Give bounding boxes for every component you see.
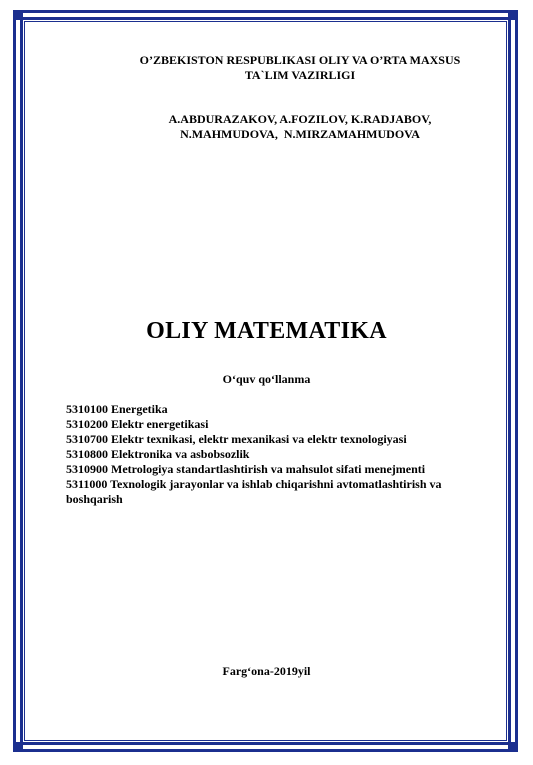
ministry-line-1: O’ZBEKISTON RESPUBLIKASI OLIY VA O’RTA MAXSUS [139,53,461,67]
specialty-item: 5310200 Elektr energetikasi [66,417,209,431]
specialty-item: 5310900 Metrologiya standartlashtirish va mahsulot sifati menejmenti [66,462,426,476]
border-corner-top-left [13,10,23,20]
authors-line-1: A.ABDURAZAKOV, A.FOZILOV, K.RADJABOV, [168,112,432,126]
specialty-item: 5310100 Energetika [66,402,168,416]
border-corner-bottom-left [13,742,23,752]
book-title: OLIY MATEMATIKA [146,318,387,344]
border-corner-top-right [508,10,518,20]
specialty-item: 5311000 Texnologik jarayonlar va ishlab chiqarishni avtomatlashtirish va [66,477,442,491]
specialties-list [66,402,496,507]
border-corner-bottom-right [508,742,518,752]
specialty-item-continuation: boshqarish [66,492,123,506]
ministry-heading [60,53,533,83]
book-subtitle: O‘quv qo‘llanma [222,372,311,386]
ministry-line-2: TA`LIM VAZIRLIGI [244,68,356,82]
specialty-item: 5310800 Elektronika va asbobsozlik [66,447,250,461]
specialty-item: 5310700 Elektr texnikasi, elektr mexanikasi va elektr texnologiyasi [66,432,407,446]
place-year: Farg‘ona-2019yil [222,664,311,678]
authors-line-2: N.MAHMUDOVA, N.MIRZAMAHMUDOVA [180,127,420,141]
authors-block [60,112,533,142]
